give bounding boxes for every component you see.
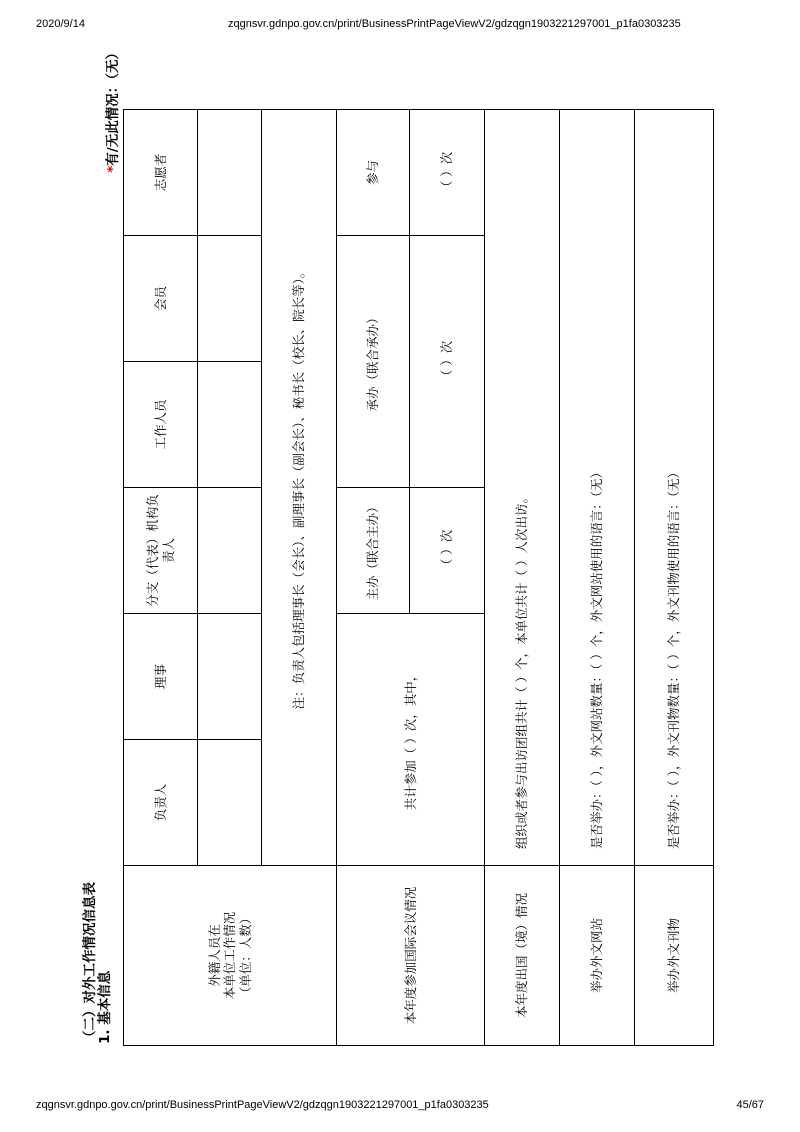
print-url-header: zqgnsvr.gdnpo.gov.cn/print/BusinessPrintPageViewV2/gdzqgn1903221297001_p1fa0303235 (228, 18, 681, 30)
section-subtitle: 1. 基本信息 (97, 970, 113, 1044)
col-header-leader: 负责人 (124, 740, 198, 866)
value-staff[interactable] (198, 361, 262, 487)
value-director[interactable] (198, 614, 262, 740)
print-url-footer: zqgnsvr.gdnpo.gov.cn/print/BusinessPrintPageViewV2/gdzqgn1903221297001_p1fa0303235 (36, 1099, 489, 1111)
situation-flag-text: 有/无此情况：（无） (105, 46, 121, 166)
section-title: （二）对外工作情况信息表 (82, 882, 98, 1044)
page-indicator: 45/67 (736, 1099, 764, 1111)
conference-organizer-count[interactable]: （ ）次 (410, 235, 485, 487)
col-header-director: 理事 (124, 614, 198, 740)
col-header-member: 会员 (124, 235, 198, 361)
value-volunteer[interactable] (198, 109, 262, 235)
foreign-work-info-table (123, 109, 714, 1046)
conference-label: 本年度参加国际会议情况 (337, 866, 485, 1046)
col-header-staff: 工作人员 (124, 361, 198, 487)
rotated-form-page (60, 46, 740, 1046)
outbound-label: 本年度出国（境）情况 (485, 866, 560, 1046)
conference-organizer-header: 承办（联合承办） (337, 235, 410, 487)
value-branch-leader[interactable] (198, 487, 262, 613)
required-star: * (105, 165, 121, 173)
foreign-staff-label: 外籍人员在 本单位工作情况 （单位：人数） (124, 866, 337, 1046)
value-member[interactable] (198, 235, 262, 361)
conference-host-header: 主办（联合主办） (337, 487, 410, 613)
value-leader[interactable] (198, 740, 262, 866)
conference-participate-header: 参与 (337, 109, 410, 235)
col-header-volunteer: 志愿者 (124, 109, 198, 235)
website-value[interactable]: 是否举办：（ ），外文网站数量：（ ）个，外文网站使用的语言：（无） (560, 109, 635, 865)
website-label: 举办外文网站 (560, 866, 635, 1046)
col-header-branch-leader: 分支（代表）机构负责人 (124, 487, 198, 613)
publication-label: 举办外文刊物 (635, 866, 714, 1046)
conference-participate-count[interactable]: （ ）次 (410, 109, 485, 235)
situation-flag (101, 46, 121, 173)
conference-host-count[interactable]: （ ）次 (410, 487, 485, 613)
print-date: 2020/9/14 (36, 18, 85, 30)
publication-value[interactable]: 是否举办：（ ），外文刊物数量：（ ）个，外文刊物使用的语言：（无） (635, 109, 714, 865)
leader-note: 注：负责人包括理事长（会长）、副理事长（副会长）、秘书长（校长、院长等）。 (262, 109, 337, 865)
outbound-value[interactable]: 组织或者参与出访团组共计（ ）个，本单位共计（ ）人次出访。 (485, 109, 560, 865)
conference-total: 共计参加（ ）次，其中， (337, 614, 485, 866)
